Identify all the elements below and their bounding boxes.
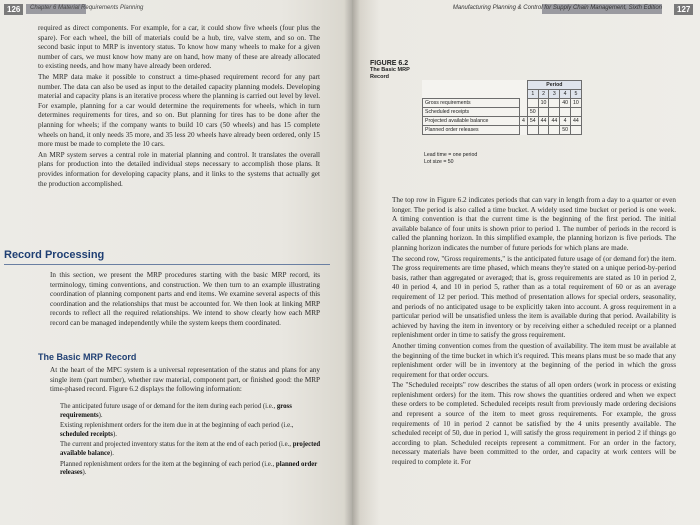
period-number-row	[423, 90, 582, 99]
figure-label	[370, 60, 414, 81]
table-cell	[549, 126, 560, 135]
figure-caption: The Basic MRP Record	[370, 67, 410, 80]
period-header-row	[423, 81, 582, 90]
definition-term: planned order releases	[60, 460, 318, 477]
definition-item: Existing replenishment orders for the item due in at the beginning of each period (i.e., scheduled receipts).	[60, 422, 294, 438]
period-number: 4	[560, 90, 571, 99]
lead-time-note: Lead time = one period	[424, 152, 478, 158]
table-cell	[527, 126, 538, 135]
table-cell: 10	[571, 99, 582, 108]
table-cell: 50	[560, 126, 571, 135]
intro-paragraph: An MRP system serves a central role in material planning and control. It translates the overall plans for production into the detailed individual steps necessary to accomplish those plans. It provides information for developing capacity plans, and it links to the systems that actually get the production accomplished.	[38, 150, 320, 188]
section-title: Record Processing	[4, 249, 105, 261]
running-head-left: Chapter 6 Material Requirements Planning	[30, 5, 144, 11]
definition-item: The anticipated future usage of or demand for the item during each period (i.e., gross requirements).	[60, 403, 292, 419]
definition-term: scheduled receipts	[60, 430, 113, 438]
table-cell	[560, 108, 571, 117]
table-cell	[527, 99, 538, 108]
table-cell: 54	[527, 117, 538, 126]
period-header: Period	[527, 81, 581, 90]
page-number-left: 126	[4, 4, 23, 15]
intro-text	[38, 24, 320, 190]
intro-paragraph: The MRP data make it possible to construct a time-phased requirement record for any part number. The data can also be used as input to the detailed capacity planning models. Developing material and capacity plans is an iterative process where the planning is carried out level by level. For example, planning for a car would determine the requirements for wheels, which in turn determines requirements for tires, and so on. But planning for tires has to be done after the planning for wheels; if the company wants to build 10 cars (50 wheels) and has 15 complete wheels on hand, it only needs 35 more, and 35 less 20 wheels have already been ordered, only 15 more must be made to complete the 10 cars.	[38, 72, 320, 149]
table-cell: 44	[549, 117, 560, 126]
definition-term: gross requirements	[60, 403, 292, 419]
lot-size-note: Lot size = 50	[424, 158, 454, 165]
table-cell	[549, 108, 560, 117]
table-cell	[571, 126, 582, 135]
table-cell	[571, 108, 582, 117]
starting-balance: 4	[520, 117, 528, 126]
body-paragraph: The top row in Figure 6.2 indicates periods that can vary in length from a day to a quarter or even longer. The period is also called a time bucket. A widely used time bucket or period is one week. A timing convention is that the current time is the beginning of the first period. The initial available balance of four units is shown prior to period 1. The number of periods in the record is called the planning horizon. In this simplified example, the planning horizon is five periods. The planning horizon indicates the number of future periods for which plans are made.	[392, 196, 676, 252]
table-cell: 44	[538, 117, 549, 126]
intro-paragraph: required as direct components. For example, for a car, it could show five wheels (four plus the spare). For each wheel, the bill of materials could be a hub, tire, valve stem, and so on. The second basic input to MRP is inventory status. To know how many wheels to make for a given number of cars, we must know how many are on hand, how many of these are already allocated to existing needs, and how many have already been ordered.	[38, 24, 320, 71]
period-number: 1	[527, 90, 538, 99]
table-row	[423, 99, 582, 108]
section-paragraph: In this section, we present the MRP procedures starting with the basic MRP record, its terminology, timing conventions, and construction. We then turn to an example illustrating coordination of planning component parts and end items. We examine several aspects of this coordination and the relationships that must be accounted for. We then look at linking MRP records to reflect all the required relationships. We intend to show clearly how each MRP record can be managed independently while the system keeps them coordinated.	[50, 271, 320, 327]
table-cell	[549, 99, 560, 108]
period-number: 2	[538, 90, 549, 99]
body-paragraph: The second row, "Gross requirements," is the anticipated future usage of (or demand for) the item. The gross requirements are time phased, which means they're stated on a unique period-by-period basis, rather than aggregated or averaged; that is, gross requirements are stated as 10 in period 2, 40 in period 4, and 10 in period 5, rather than as a total requirement of 60 or as an average requirement of 12 per period. This method of presentation allows for special orders, seasonality, and periods of no anticipated usage to be explicitly taken into account. A gross requirement in a particular period will be unsatisfied unless the item is available during that period. Availability is achieved by having the item in inventory or by receiving either a scheduled receipt or a planned replenishment order in time to satisfy the gross requirement.	[392, 254, 676, 340]
definition-list	[60, 403, 322, 480]
table-row	[423, 126, 582, 135]
table-cell: 10	[538, 99, 549, 108]
section-rule	[4, 264, 330, 265]
body-paragraph: Another timing convention comes from the question of availability. The item must be available at the beginning of the time bucket in which it's required. This means plans must be so made that any replenishment order will be in inventory at the beginning of the period in which the gross requirement for that order occurs.	[392, 341, 676, 379]
row-label: Scheduled receipts	[423, 108, 520, 117]
running-head-right: Manufacturing Planning & Control for Supply Chain Management, Sixth Edition	[452, 5, 662, 11]
table-cell: 44	[571, 117, 582, 126]
row-label: Gross requirements	[423, 99, 520, 108]
page-number-right: 127	[674, 4, 693, 15]
period-number: 5	[571, 90, 582, 99]
subsection-paragraph: At the heart of the MPC system is a universal representation of the status and plans for any single item (part number), whether raw material, component part, or finished good: the MRP time-phased record. Figure 6.2 displays the following information:	[50, 366, 320, 394]
table-cell: 4	[560, 117, 571, 126]
figure-notes	[424, 152, 477, 165]
book-gutter	[344, 0, 360, 525]
table-row	[423, 117, 582, 126]
right-page	[352, 0, 700, 525]
row-label: Projected available balance	[423, 117, 520, 126]
body-paragraph: The "Scheduled receipts" row describes the status of all open orders (work in process or existing replenishment orders) for the item. This row shows the quantities ordered and when we expect these orders to be completed. Scheduled receipts result from previously made ordering decisions and represent a source of the item to meet gross requirements. For example, the gross requirements of 10 in period 2 cannot be satisfied by the 4 units presently available. The scheduled receipt of 50, due in period 1, will satisfy the gross requirement in period 2 if things go according to plan. Scheduled receipts represent a commitment. For an order in the factory, necessary materials have been committed to the order, and capacity at work centers will be required to complete it. For	[392, 381, 676, 467]
table-cell	[538, 126, 549, 135]
row-label: Planned order releases	[423, 126, 520, 135]
mrp-record-table	[422, 80, 582, 135]
definition-item: Planned replenishment orders for the item at the beginning of each period (i.e., planned order releases).	[60, 460, 318, 477]
period-number: 3	[549, 90, 560, 99]
table-cell	[538, 108, 549, 117]
table-cell: 50	[527, 108, 538, 117]
table-cell: 40	[560, 99, 571, 108]
subsection-title: The Basic MRP Record	[38, 352, 137, 362]
figure-number: FIGURE 6.2	[370, 60, 409, 67]
definition-term: projected available balance	[60, 441, 321, 457]
definition-item: The current and projected inventory status for the item at the end of each period (i.e., projected available balance).	[60, 441, 321, 457]
right-body-text	[392, 196, 676, 469]
table-row	[423, 108, 582, 117]
